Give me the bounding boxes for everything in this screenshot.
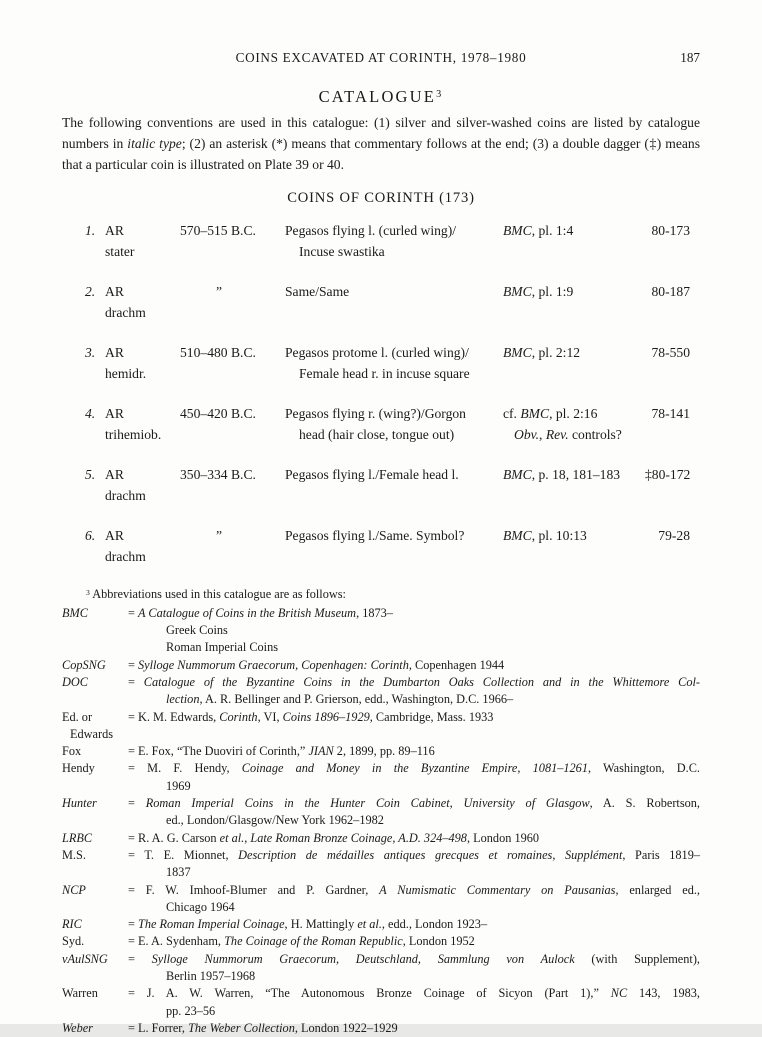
definition-line: = T. E. Mionnet, Description de médailles antiques grecques et romaines, Supplément, Paris 1819– xyxy=(128,847,700,862)
catalogue-entry xyxy=(85,281,700,323)
term-line: M.S. xyxy=(62,847,86,862)
definition-line: pp. 23–56 xyxy=(166,1003,216,1018)
abbreviation-row xyxy=(62,674,700,709)
entry-denom-name: hemidr. xyxy=(105,366,147,381)
abbreviation-definition xyxy=(128,830,700,847)
definition-line: = Catalogue of the Byzantine Coins in the Dumbarton Oaks Collection and in the Whittemore Col- xyxy=(128,674,700,689)
definition-line: 1969 xyxy=(166,778,191,793)
entry-inventory-number: ‡80-172 xyxy=(645,467,691,482)
abbreviation-row xyxy=(62,916,700,933)
term-line: Weber xyxy=(62,1020,93,1035)
term-line: DOC xyxy=(62,674,88,689)
abbreviation-row xyxy=(62,605,700,657)
abbreviation-row xyxy=(62,933,700,950)
description-line: Pegasos flying r. (wing?)/Gorgon xyxy=(285,406,466,421)
entry-number: 2. xyxy=(85,284,96,299)
term-line: Warren xyxy=(62,986,98,1001)
definition-line: = Sylloge Nummorum Graecorum, Deutschland, Sammlung von Aulock (with Supplement), xyxy=(128,951,700,966)
abbreviation-term xyxy=(62,933,128,950)
abbreviation-term xyxy=(62,951,128,986)
term-line: Syd. xyxy=(62,934,85,949)
entry-inventory-number: 80-187 xyxy=(651,284,690,299)
running-header xyxy=(62,50,700,68)
entry-denom-name: trihemiob. xyxy=(105,427,162,442)
abbreviation-definition xyxy=(128,951,700,986)
entry-metal: AR xyxy=(105,528,124,543)
definition-line: = E. Fox, “The Duoviri of Corinth,” JIAN 2, 1899, pp. 89–116 xyxy=(128,744,435,759)
definition-line: = J. A. W. Warren, “The Autonomous Bronze Coinage of Sicyon (Part 1),” NC 143, 1983, xyxy=(128,986,700,1001)
abbreviation-definition xyxy=(128,709,700,744)
abbreviation-term xyxy=(62,847,128,882)
reference-line: BMC, pl. 1:4 xyxy=(503,223,574,238)
abbreviation-row xyxy=(62,657,700,674)
entry-date: 450–420 B.C. xyxy=(180,406,256,421)
entry-number: 3. xyxy=(85,345,96,360)
entry-description xyxy=(285,464,503,506)
entry-date: 510–480 B.C. xyxy=(180,345,256,360)
abbreviation-definition xyxy=(128,743,700,760)
entry-inventory-number: 79-28 xyxy=(658,528,690,543)
catalogue-entry xyxy=(85,525,700,567)
abbreviation-term xyxy=(62,709,128,744)
abbreviation-term xyxy=(62,882,128,917)
entry-denom-name: drachm xyxy=(105,305,146,320)
term-line: Fox xyxy=(62,744,82,759)
reference-line: BMC, p. 18, 181–183 xyxy=(503,467,621,482)
abbreviation-list xyxy=(62,605,700,1037)
page-number: 187 xyxy=(680,50,700,65)
entry-metal: AR xyxy=(105,284,124,299)
term-line: NCP xyxy=(62,882,86,897)
abbreviation-row xyxy=(62,1020,700,1037)
description-line: head (hair close, tongue out) xyxy=(299,427,455,442)
abbreviation-row xyxy=(62,743,700,760)
reference-line: BMC, pl. 10:13 xyxy=(503,528,587,543)
description-line: Pegasos flying l./Same. Symbol? xyxy=(285,528,465,543)
definition-line: = K. M. Edwards, Corinth, VI, Coins 1896–1929, Cambridge, Mass. 1933 xyxy=(128,709,494,724)
entry-description xyxy=(285,281,503,323)
entry-denom-name: drachm xyxy=(105,488,146,503)
running-header-title: COINS EXCAVATED AT CORINTH, 1978–1980 xyxy=(235,50,527,65)
abbreviation-term xyxy=(62,760,128,795)
entry-denomination xyxy=(105,220,180,262)
entry-denomination xyxy=(105,403,180,445)
definition-line: = M. F. Hendy, Coinage and Money in the Byzantine Empire, 1081–1261, Washington, D.C. xyxy=(128,761,700,776)
section-title: COINS OF CORINTH (173) xyxy=(287,190,475,206)
definition-line: Chicago 1964 xyxy=(166,899,235,914)
entry-date: 350–334 B.C. xyxy=(180,467,256,482)
definition-line: = L. Forrer, The Weber Collection, London 1922–1929 xyxy=(128,1020,398,1035)
entry-reference xyxy=(503,464,645,506)
definition-line: Greek Coins xyxy=(166,623,228,638)
definition-line: Roman Imperial Coins xyxy=(166,640,279,655)
definition-line: = The Roman Imperial Coinage, H. Mattingly et al., edd., London 1923– xyxy=(128,917,488,932)
description-line: Pegasos flying l./Female head l. xyxy=(285,467,459,482)
abbreviation-term xyxy=(62,674,128,709)
entry-number: 4. xyxy=(85,406,96,421)
entry-number: 5. xyxy=(85,467,96,482)
abbreviation-row xyxy=(62,951,700,986)
reference-line: BMC, pl. 1:9 xyxy=(503,284,574,299)
abbreviation-term xyxy=(62,985,128,1020)
intro-paragraph: The following conventions are used in this catalogue: (1) silver and silver-washed coins are listed by catalogue numbers in italic type; (2) an asterisk (*) means that commentary follows at the end; (3) a double dagger (‡) means that a particular coin is illustrated on Plate 39 or 40. xyxy=(62,115,700,172)
entry-date: ” xyxy=(216,284,223,299)
definition-line: ed., London/Glasgow/New York 1962–1982 xyxy=(166,813,384,828)
abbreviation-definition xyxy=(128,847,700,882)
abbreviation-term xyxy=(62,743,128,760)
abbreviation-term xyxy=(62,1020,128,1037)
abbreviation-row xyxy=(62,760,700,795)
description-line: Pegasos protome l. (curled wing)/ xyxy=(285,345,469,360)
abbreviation-term xyxy=(62,795,128,830)
abbreviation-term xyxy=(62,657,128,674)
abbreviation-definition xyxy=(128,933,700,950)
definition-line: Berlin 1957–1968 xyxy=(166,969,256,984)
entry-description xyxy=(285,525,503,567)
abbreviation-definition xyxy=(128,916,700,933)
entry-reference xyxy=(503,342,645,384)
definition-line: = A Catalogue of Coins in the British Museum, 1873– xyxy=(128,605,393,620)
description-line: Female head r. in incuse square xyxy=(299,366,470,381)
entry-metal: AR xyxy=(105,223,124,238)
entry-date: 570–515 B.C. xyxy=(180,223,256,238)
entry-denomination xyxy=(105,281,180,323)
description-line: Pegasos flying l. (curled wing)/ xyxy=(285,223,457,238)
entry-date: ” xyxy=(216,528,223,543)
abbreviation-row xyxy=(62,847,700,882)
abbreviation-definition xyxy=(128,674,700,709)
entry-inventory-number: 80-173 xyxy=(651,223,690,238)
term-line: BMC xyxy=(62,605,88,620)
entry-description xyxy=(285,220,503,262)
term-line: Hunter xyxy=(62,796,97,811)
entry-reference xyxy=(503,403,645,445)
entry-reference xyxy=(503,525,645,567)
entry-metal: AR xyxy=(105,467,124,482)
definition-line: = F. W. Imhoof-Blumer and P. Gardner, A Numismatic Commentary on Pausanias, enlarged ed., xyxy=(128,882,701,897)
abbreviation-row xyxy=(62,882,700,917)
catalogue-entry xyxy=(85,464,700,506)
term-line: Ed. or xyxy=(62,709,93,724)
abbreviation-term xyxy=(62,605,128,657)
definition-line: lection, A. R. Bellinger and P. Grierson, edd., Washington, D.C. 1966– xyxy=(166,692,514,707)
entry-number: 1. xyxy=(85,223,96,238)
abbreviation-definition xyxy=(128,795,700,830)
reference-line: Obv., Rev. controls? xyxy=(514,427,622,442)
catalogue-entries xyxy=(85,220,700,567)
catalogue-entry xyxy=(85,403,700,445)
entry-inventory-number: 78-141 xyxy=(651,406,690,421)
entry-reference xyxy=(503,220,645,262)
abbreviation-row xyxy=(62,795,700,830)
abbreviation-term xyxy=(62,916,128,933)
definition-line: = Roman Imperial Coins in the Hunter Coin Cabinet, University of Glasgow, A. S. Robertson, xyxy=(128,796,700,811)
entry-description xyxy=(285,403,503,445)
abbreviation-row xyxy=(62,830,700,847)
entry-inventory-number: 78-550 xyxy=(651,345,690,360)
catalogue-entry xyxy=(85,342,700,384)
description-line: Same/Same xyxy=(285,284,350,299)
catalogue-entry xyxy=(85,220,700,262)
abbreviation-row xyxy=(62,985,700,1020)
reference-line: cf. BMC, pl. 2:16 xyxy=(503,406,598,421)
entry-description xyxy=(285,342,503,384)
entry-metal: AR xyxy=(105,345,124,360)
footnote-heading: $^3$ Abbreviations used in this catalogue are as follows: xyxy=(86,587,346,601)
term-line: RIC xyxy=(62,917,82,932)
abbreviation-definition xyxy=(128,985,700,1020)
definition-line: = E. A. Sydenham, The Coinage of the Roman Republic, London 1952 xyxy=(128,934,475,949)
term-line: Hendy xyxy=(62,761,95,776)
abbreviation-term xyxy=(62,830,128,847)
abbreviation-definition xyxy=(128,657,700,674)
definition-line: = R. A. G. Carson et al., Late Roman Bronze Coinage, A.D. 324–498, London 1960 xyxy=(128,830,540,845)
term-line: CopSNG xyxy=(62,657,106,672)
catalogue-title: CATALOGUE$^3$ xyxy=(318,87,444,106)
reference-line: BMC, pl. 2:12 xyxy=(503,345,581,360)
entry-number: 6. xyxy=(85,528,96,543)
entry-metal: AR xyxy=(105,406,124,421)
abbreviation-definition xyxy=(128,1020,700,1037)
entry-denomination xyxy=(105,525,180,567)
term-line: LRBC xyxy=(62,830,93,845)
entry-denom-name: drachm xyxy=(105,549,146,564)
description-line: Incuse swastika xyxy=(299,244,385,259)
abbreviation-definition xyxy=(128,882,700,917)
entry-reference xyxy=(503,281,645,323)
abbreviation-definition xyxy=(128,760,700,795)
term-line: Edwards xyxy=(70,726,114,741)
entry-denom-name: stater xyxy=(105,244,135,259)
entry-denomination xyxy=(105,464,180,506)
definition-line: 1837 xyxy=(166,865,191,880)
definition-line: = Sylloge Nummorum Graecorum, Copenhagen: Corinth, Copenhagen 1944 xyxy=(128,657,505,672)
abbreviation-row xyxy=(62,709,700,744)
entry-denomination xyxy=(105,342,180,384)
abbreviation-definition xyxy=(128,605,700,657)
footnote xyxy=(62,586,700,1037)
term-line: vAulSNG xyxy=(62,951,108,966)
